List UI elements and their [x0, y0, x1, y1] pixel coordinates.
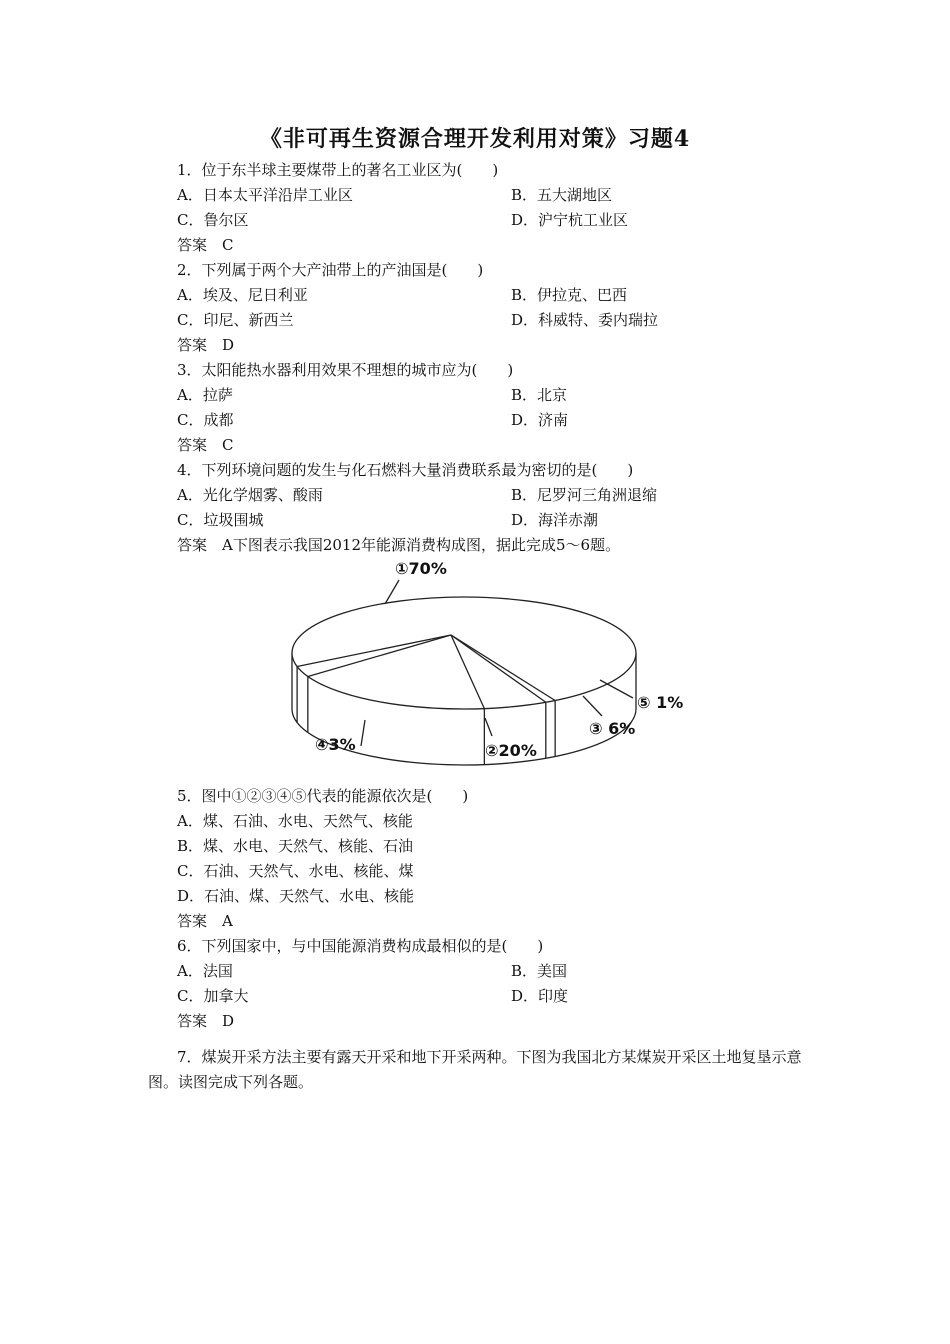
- pie-chart-svg: [277, 558, 717, 784]
- q5-stem: 5．图中①②③④⑤代表的能源依次是( ): [177, 787, 469, 805]
- slice-label-3: ③ 6%: [589, 719, 636, 738]
- q3-stem: 3．太阳能热水器利用效果不理想的城市应为( ): [177, 361, 514, 379]
- q6-stem: 6．下列国家中，与中国能源消费构成最相似的是( ): [177, 937, 544, 955]
- q5-option-a: A．煤、石油、水电、天然气、核能: [177, 812, 413, 830]
- q5-answer: 答案 A: [177, 912, 233, 930]
- q1-option-a: A．日本太平洋沿岸工业区: [177, 186, 353, 204]
- leader-line-2: [485, 718, 492, 736]
- q6-answer: 答案 D: [177, 1012, 235, 1030]
- q5-option-b: B．煤、水电、天然气、核能、石油: [177, 837, 414, 855]
- q2-answer: 答案 D: [177, 336, 235, 354]
- q2-option-d: D．科威特、委内瑞拉: [511, 311, 659, 329]
- q1-answer: 答案 C: [177, 236, 234, 254]
- q4-options-row1: [177, 483, 817, 508]
- q2-option-b: B．伊拉克、巴西: [511, 286, 628, 304]
- q1-option-d: D．沪宁杭工业区: [511, 211, 629, 229]
- q5-option-c: C．石油、天然气、水电、核能、煤: [177, 862, 414, 880]
- q3-answer: 答案 C: [177, 436, 234, 454]
- q5-option-d: D．石油、煤、天然气、水电、核能: [177, 887, 415, 905]
- leader-line-4: [361, 720, 365, 746]
- q6-option-a: A．法国: [177, 962, 233, 980]
- leader-line-5: [600, 680, 633, 698]
- q3-option-b: B．北京: [511, 386, 568, 404]
- q3-option-d: D．济南: [511, 411, 569, 429]
- q2-stem: 2．下列属于两个大产油带上的产油国是( ): [177, 261, 484, 279]
- q1-option-b: B．五大湖地区: [511, 186, 613, 204]
- slice-label-1: ①70%: [395, 559, 447, 578]
- q4-stem: 4．下列环境问题的发生与化石燃料大量消费联系最为密切的是( ): [177, 461, 634, 479]
- q3-option-c: C．成都: [177, 411, 234, 429]
- q6-options-row2: [177, 984, 817, 1009]
- q3-options-row1: [177, 383, 817, 408]
- q2-options-row2: [177, 308, 817, 333]
- q4-options-row2: [177, 508, 817, 533]
- q3-options-row2: [177, 408, 817, 433]
- q1-options-row1: [177, 183, 817, 208]
- q3-option-a: A．拉萨: [177, 386, 233, 404]
- q2-option-a: A．埃及、尼日利亚: [177, 286, 308, 304]
- energy-pie-chart: [177, 558, 817, 784]
- leader-line-1: [385, 580, 399, 604]
- page-title: 《非可再生资源合理开发利用对策》习题4: [259, 126, 691, 152]
- slice-label-2: ②20%: [485, 741, 537, 760]
- question-list: [177, 158, 817, 1034]
- q1-option-c: C．鲁尔区: [177, 211, 249, 229]
- q6-options-row1: [177, 959, 817, 984]
- q6-option-d: D．印度: [511, 987, 569, 1005]
- q1-stem: 1．位于东半球主要煤带上的著名工业区为( ): [177, 161, 499, 179]
- q1-options-row2: [177, 208, 817, 233]
- q2-option-c: C．印尼、新西兰: [177, 311, 294, 329]
- q4-answer: 答案 A下图表示我国2012年能源消费构成图，据此完成5～6题。: [177, 536, 621, 554]
- pie-top-face: [292, 597, 636, 709]
- q4-option-a: A．光化学烟雾、酸雨: [177, 486, 323, 504]
- q7-stem: 7．煤炭开采方法主要有露天开采和地下开采两种。下图为我国北方某煤炭开采区土地复垦示意图。读图完成下列各题。: [148, 1048, 802, 1091]
- slice-label-5: ⑤ 1%: [637, 693, 684, 712]
- q4-option-c: C．垃圾围城: [177, 511, 264, 529]
- q2-options-row1: [177, 283, 817, 308]
- q6-option-c: C．加拿大: [177, 987, 249, 1005]
- q4-option-b: B．尼罗河三角洲退缩: [511, 486, 658, 504]
- q4-option-d: D．海洋赤潮: [511, 511, 599, 529]
- leader-line-3: [583, 696, 602, 716]
- q6-option-b: B．美国: [511, 962, 568, 980]
- slice-label-4: ④3%: [315, 735, 356, 754]
